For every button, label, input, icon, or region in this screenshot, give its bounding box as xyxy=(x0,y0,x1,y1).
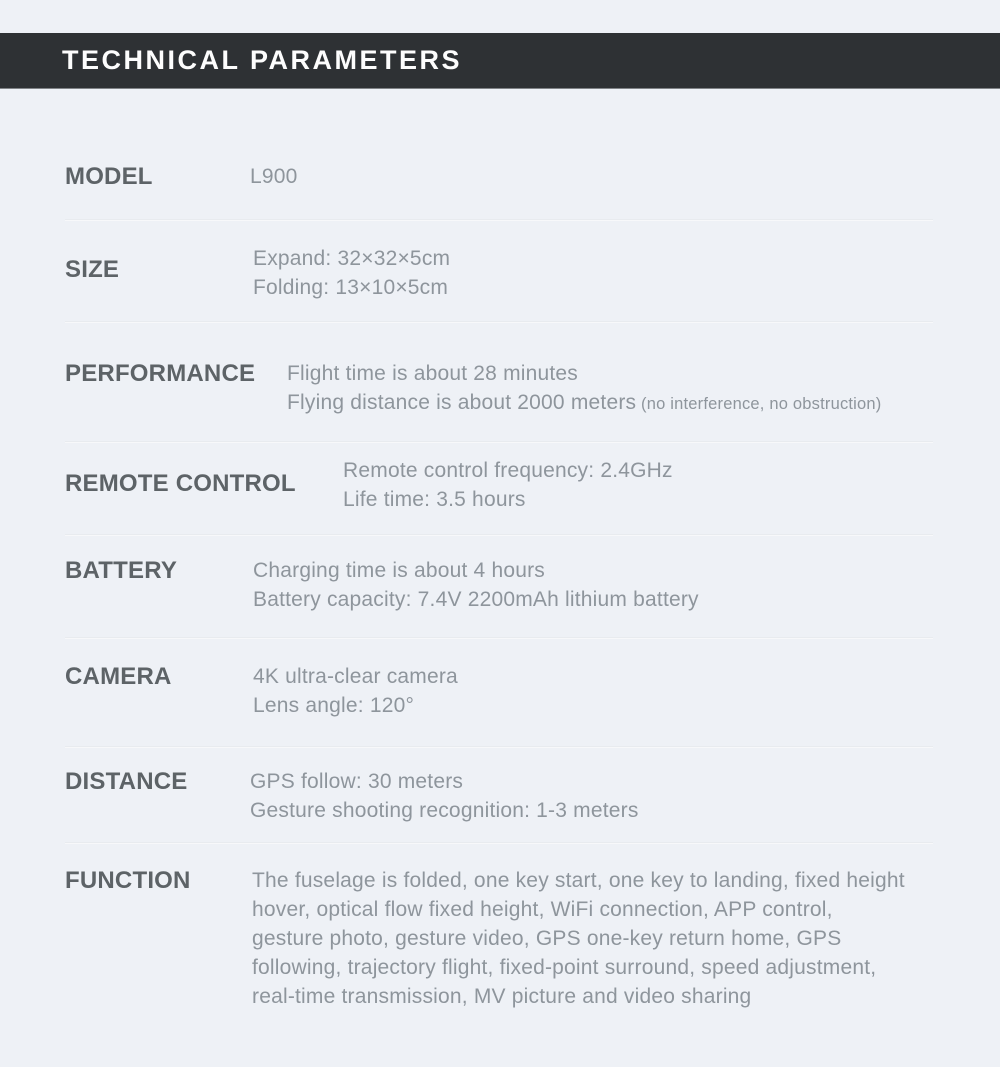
spec-label-battery: BATTERY xyxy=(65,557,178,584)
spec-label-function: FUNCTION xyxy=(65,867,191,894)
spec-row-size xyxy=(65,221,933,321)
spec-row-camera xyxy=(65,639,933,746)
spec-value-size: Expand: 32×32×5cm Folding: 13×10×5cm xyxy=(253,247,451,299)
spec-value-distance: GPS follow: 30 meters Gesture shooting recognition: 1-3 meters xyxy=(250,770,639,822)
spec-label-model: MODEL xyxy=(65,163,153,190)
spec-row-performance xyxy=(65,323,933,441)
spec-value-remote-control: Remote control frequency: 2.4GHz Life time: 3.5 hours xyxy=(343,459,673,511)
spec-label-performance: PERFORMANCE xyxy=(65,360,256,387)
spec-value-function: The fuselage is folded, one key start, one key to landing, fixed height hover, optical flow fixed height, WiFi connection, APP control, gesture photo, gesture video, GPS one-key return home, GPS following, trajectory flight, fixed-point surround, speed adjustment, real-time transmission, MV picture and video sharing xyxy=(252,869,905,1008)
spec-row-distance xyxy=(65,748,933,842)
spec-label-camera: CAMERA xyxy=(65,663,172,690)
spec-row-battery xyxy=(65,536,933,637)
section-title: TECHNICAL PARAMETERS xyxy=(62,45,463,75)
spec-row-model xyxy=(65,89,933,219)
performance-note: (no interference, no obstruction) xyxy=(636,395,882,413)
spec-value-battery: Charging time is about 4 hours Battery capacity: 7.4V 2200mAh lithium battery xyxy=(253,559,699,611)
spec-value-performance: Flight time is about 28 minutes Flying distance is about 2000 meters (no interference, no obstruction) xyxy=(287,362,882,414)
spec-row-function xyxy=(65,844,933,1035)
spec-value-camera: 4K ultra-clear camera Lens angle: 120° xyxy=(253,665,458,717)
spec-table xyxy=(65,89,933,1035)
spec-label-remote-control: REMOTE CONTROL xyxy=(65,470,296,497)
spec-label-size: SIZE xyxy=(65,256,120,283)
spec-label-distance: DISTANCE xyxy=(65,768,188,795)
spec-value-model: L900 xyxy=(250,165,298,188)
spec-row-remote-control xyxy=(65,443,933,534)
section-header-bar xyxy=(0,33,1000,89)
